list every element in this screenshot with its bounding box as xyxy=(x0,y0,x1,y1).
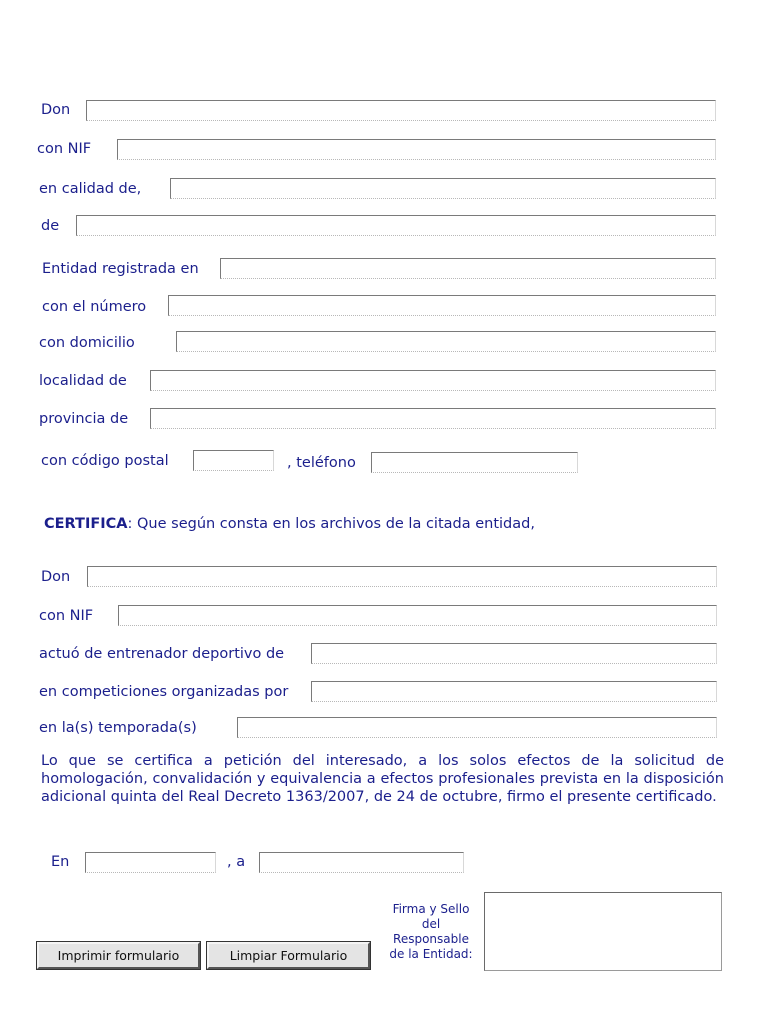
nif2-input[interactable] xyxy=(118,605,717,626)
don2-label: Don xyxy=(41,569,71,585)
firma-line2: del xyxy=(421,917,441,931)
cp-label: con código postal xyxy=(41,453,169,469)
domicilio-input[interactable] xyxy=(176,331,716,352)
certification-paragraph: Lo que se certifica a petición del interesado, a los solos efectos de la solicitud de homologación, convalidación y equivalencia a efectos profesionales prevista en la disposición adicional quinta del Real Decreto 1363/2007, de 24 de octubre, firmo el presente certificado. xyxy=(41,753,724,805)
competiciones-label: en competiciones organizadas por xyxy=(39,684,289,700)
competiciones-input[interactable] xyxy=(311,681,717,702)
telefono-input[interactable] xyxy=(371,452,578,473)
firma-textarea[interactable] xyxy=(484,892,722,971)
cp-input[interactable] xyxy=(193,450,274,471)
nif-label: con NIF xyxy=(37,141,92,157)
de-label: de xyxy=(41,218,60,234)
nif2-label: con NIF xyxy=(39,608,94,624)
firma-line1: Firma y Sello xyxy=(392,902,470,916)
entidad-input[interactable] xyxy=(220,258,716,279)
don2-input[interactable] xyxy=(87,566,717,587)
fecha-input[interactable] xyxy=(259,852,464,873)
certifica-text: : Que según consta en los archivos de la citada entidad, xyxy=(127,516,535,532)
provincia-label: provincia de xyxy=(39,411,129,427)
provincia-input[interactable] xyxy=(150,408,716,429)
calidad-input[interactable] xyxy=(170,178,716,199)
localidad-input[interactable] xyxy=(150,370,716,391)
entrenador-input[interactable] xyxy=(311,643,717,664)
don-input[interactable] xyxy=(86,100,716,121)
firma-line4: de la Entidad: xyxy=(389,947,473,961)
telefono-label: , teléfono xyxy=(287,455,356,471)
entrenador-label: actuó de entrenador deportivo de xyxy=(39,646,285,662)
nif-input[interactable] xyxy=(117,139,716,160)
numero-input[interactable] xyxy=(168,295,716,316)
firma-label xyxy=(384,902,478,962)
print-button[interactable]: Imprimir formulario xyxy=(37,942,200,969)
de-input[interactable] xyxy=(76,215,716,236)
lugar-input[interactable] xyxy=(85,852,216,873)
don-label: Don xyxy=(41,102,71,118)
localidad-label: localidad de xyxy=(39,373,127,389)
certifica-statement xyxy=(44,515,535,533)
numero-label: con el número xyxy=(42,299,147,315)
temporada-input[interactable] xyxy=(237,717,717,738)
clear-button[interactable]: Limpiar Formulario xyxy=(207,942,370,969)
firma-line3: Responsable xyxy=(393,932,469,946)
certifica-keyword: CERTIFICA xyxy=(44,516,128,532)
temporada-label: en la(s) temporada(s) xyxy=(39,720,197,736)
en-label: En xyxy=(51,854,70,870)
entidad-label: Entidad registrada en xyxy=(42,261,199,277)
domicilio-label: con domicilio xyxy=(39,335,135,351)
calidad-label: en calidad de, xyxy=(39,181,142,197)
a-label: , a xyxy=(227,854,246,870)
